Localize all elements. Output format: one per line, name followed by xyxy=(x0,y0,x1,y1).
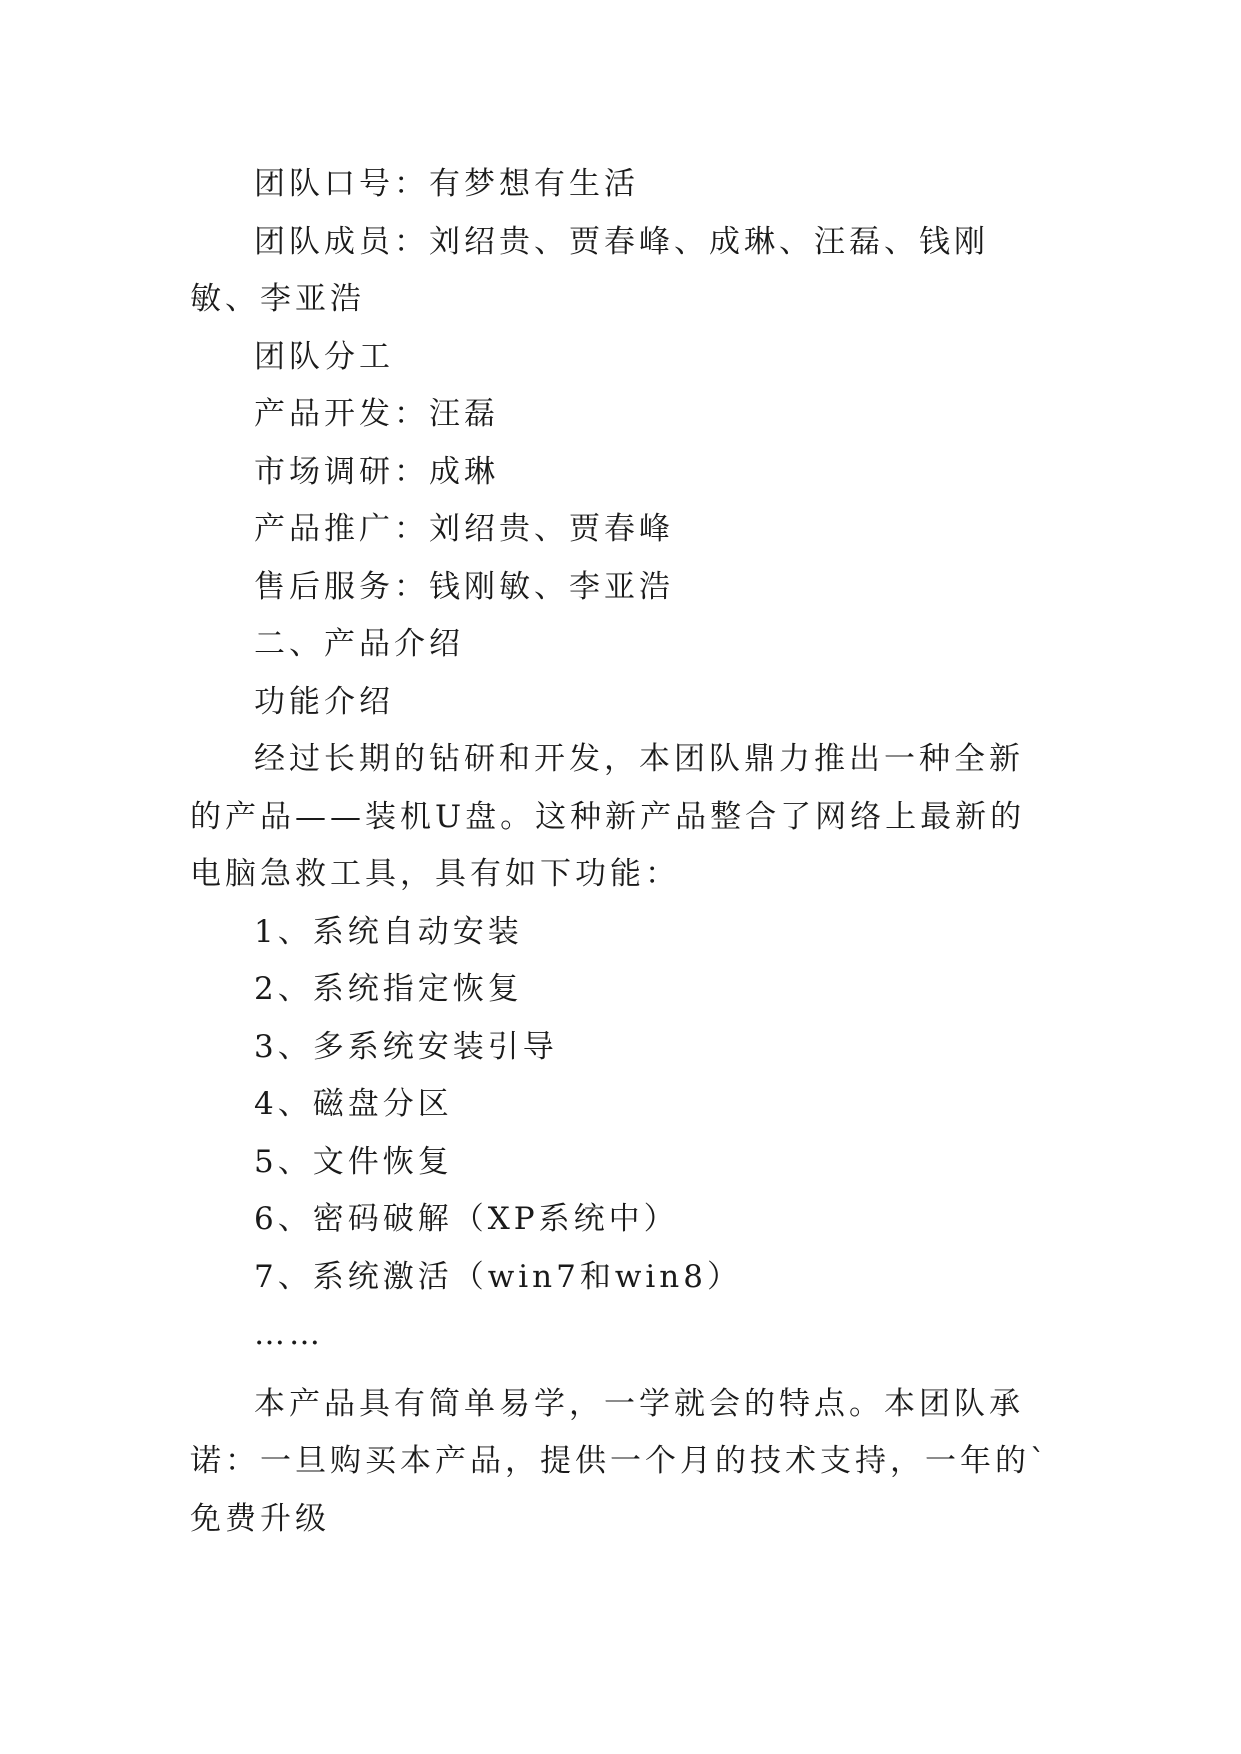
team-promise: 本产品具有简单易学，一学就会的特点。本团队承诺：一旦购买本产品，提供一个月的技术支持，一年的`免费升级 xyxy=(190,1385,1050,1537)
document-body xyxy=(190,156,1050,1548)
section-heading-product-intro: 二、产品介绍 xyxy=(254,626,464,662)
feature-item: 6、密码破解（XP系统中） xyxy=(254,1201,679,1237)
team-slogan: 团队口号：有梦想有生活 xyxy=(254,166,639,202)
feature-item: 3、多系统安装引导 xyxy=(254,1028,558,1065)
role-market-research: 市场调研：成琳 xyxy=(254,453,499,490)
product-description: 经过长期的钻研和开发，本团队鼎力推出一种全新的产品——装机U盘。这种新产品整合了网络上最新的电脑急救工具，具有如下功能： xyxy=(190,741,1026,892)
feature-item: 1、系统自动安装 xyxy=(254,913,523,950)
subheading-features: 功能介绍 xyxy=(254,683,394,720)
feature-item: 5、文件恢复 xyxy=(254,1143,453,1180)
team-division-heading: 团队分工 xyxy=(254,338,394,375)
team-members: 团队成员：刘绍贵、贾春峰、成琳、汪磊、钱刚敏、李亚浩 xyxy=(190,223,989,317)
role-product-development: 产品开发：汪磊 xyxy=(254,396,499,432)
feature-item: 4、磁盘分区 xyxy=(254,1086,453,1122)
role-product-promotion: 产品推广：刘绍贵、贾春峰 xyxy=(254,511,674,547)
ellipsis-line: …… xyxy=(254,1316,324,1352)
feature-item: 2、系统指定恢复 xyxy=(254,971,523,1007)
feature-item: 7、系统激活（win7和win8） xyxy=(254,1258,742,1295)
role-after-sales: 售后服务：钱刚敏、李亚浩 xyxy=(254,568,674,605)
